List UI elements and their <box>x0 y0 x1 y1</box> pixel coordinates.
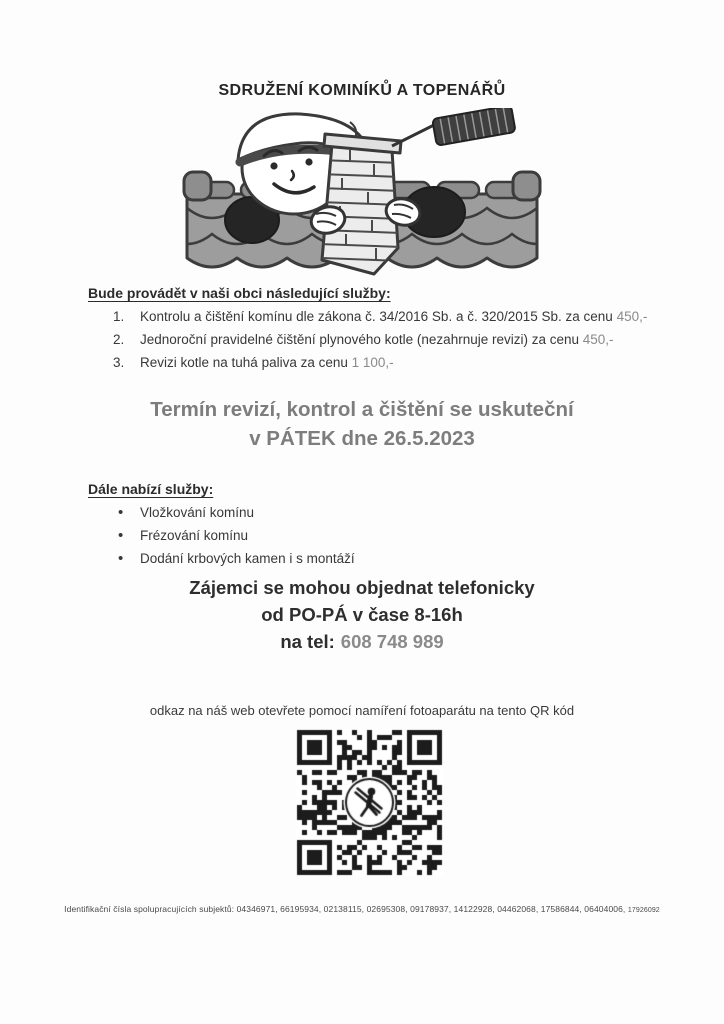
footer-id-last: 17926092 <box>627 907 660 914</box>
page-title: SDRUŽENÍ KOMINÍKŮ A TOPENÁŘŮ <box>218 82 506 99</box>
services-section <box>88 285 648 374</box>
service-price: 1 100,- <box>351 355 394 370</box>
date-banner-line1: Termín revizí, kontrol a čištění se uskuteční <box>150 398 574 421</box>
sweep-brush <box>392 108 516 146</box>
service-number: 2. <box>113 332 125 347</box>
footer-label: Identifikační čísla spolupracujících subjektů: <box>64 904 235 914</box>
service-price: 450,- <box>582 332 614 347</box>
service-number: 3. <box>113 355 125 370</box>
qr-code <box>296 729 443 876</box>
date-banner-line2: v PÁTEK dne 26.5.2023 <box>249 427 475 450</box>
other-services-list <box>88 501 648 570</box>
service-price: 450,- <box>616 309 648 324</box>
service-text: Jednoroční pravidelné čištění plynového kotle (nezahrnuje revizi) za cenu 450,- <box>140 332 614 347</box>
service-number: 1. <box>113 309 125 324</box>
services-heading: Bude provádět v naši obci následující služby: <box>88 285 391 301</box>
other-service-item: • Dodání krbových kamen i s montáží <box>88 547 648 570</box>
contact-line3 <box>0 628 724 655</box>
other-service-item: • Vložkování komínu <box>88 501 648 524</box>
contact-line2: od PO-PÁ v čase 8-16h <box>261 604 463 625</box>
service-item <box>88 305 648 328</box>
qr-caption: odkaz na náš web otevřete pomocí namíření fotoaparátu na tento QR kód <box>149 703 575 718</box>
contact-block <box>0 574 724 655</box>
qr-canvas <box>296 729 443 876</box>
contact-line1: Zájemci se mohou objednat telefonicky <box>189 577 535 598</box>
chimney-sweep-illustration <box>182 108 542 280</box>
other-services-heading: Dále nabízí služby: <box>88 481 214 497</box>
footer-id-list: 04346971, 66195934, 02138115, 02695308, 09178937, 14122928, 04462068, 17586844, 06404006, <box>234 904 628 914</box>
service-text: Kontrolu a čištění komínu dle zákona č. 34/2016 Sb. a č. 320/2015 Sb. za cenu 450,- <box>140 309 648 324</box>
date-banner <box>0 395 724 453</box>
services-list <box>88 305 648 374</box>
contact-phone: 608 748 989 <box>340 631 444 652</box>
other-services-section <box>88 481 648 570</box>
footer-ids <box>0 904 724 914</box>
contact-tel-label: na tel: <box>280 631 335 652</box>
service-item <box>88 351 648 374</box>
other-service-item: • Frézování komínu <box>88 524 648 547</box>
service-text: Revizi kotle na tuhá paliva za cenu 1 100,- <box>140 355 394 370</box>
service-item <box>88 328 648 351</box>
